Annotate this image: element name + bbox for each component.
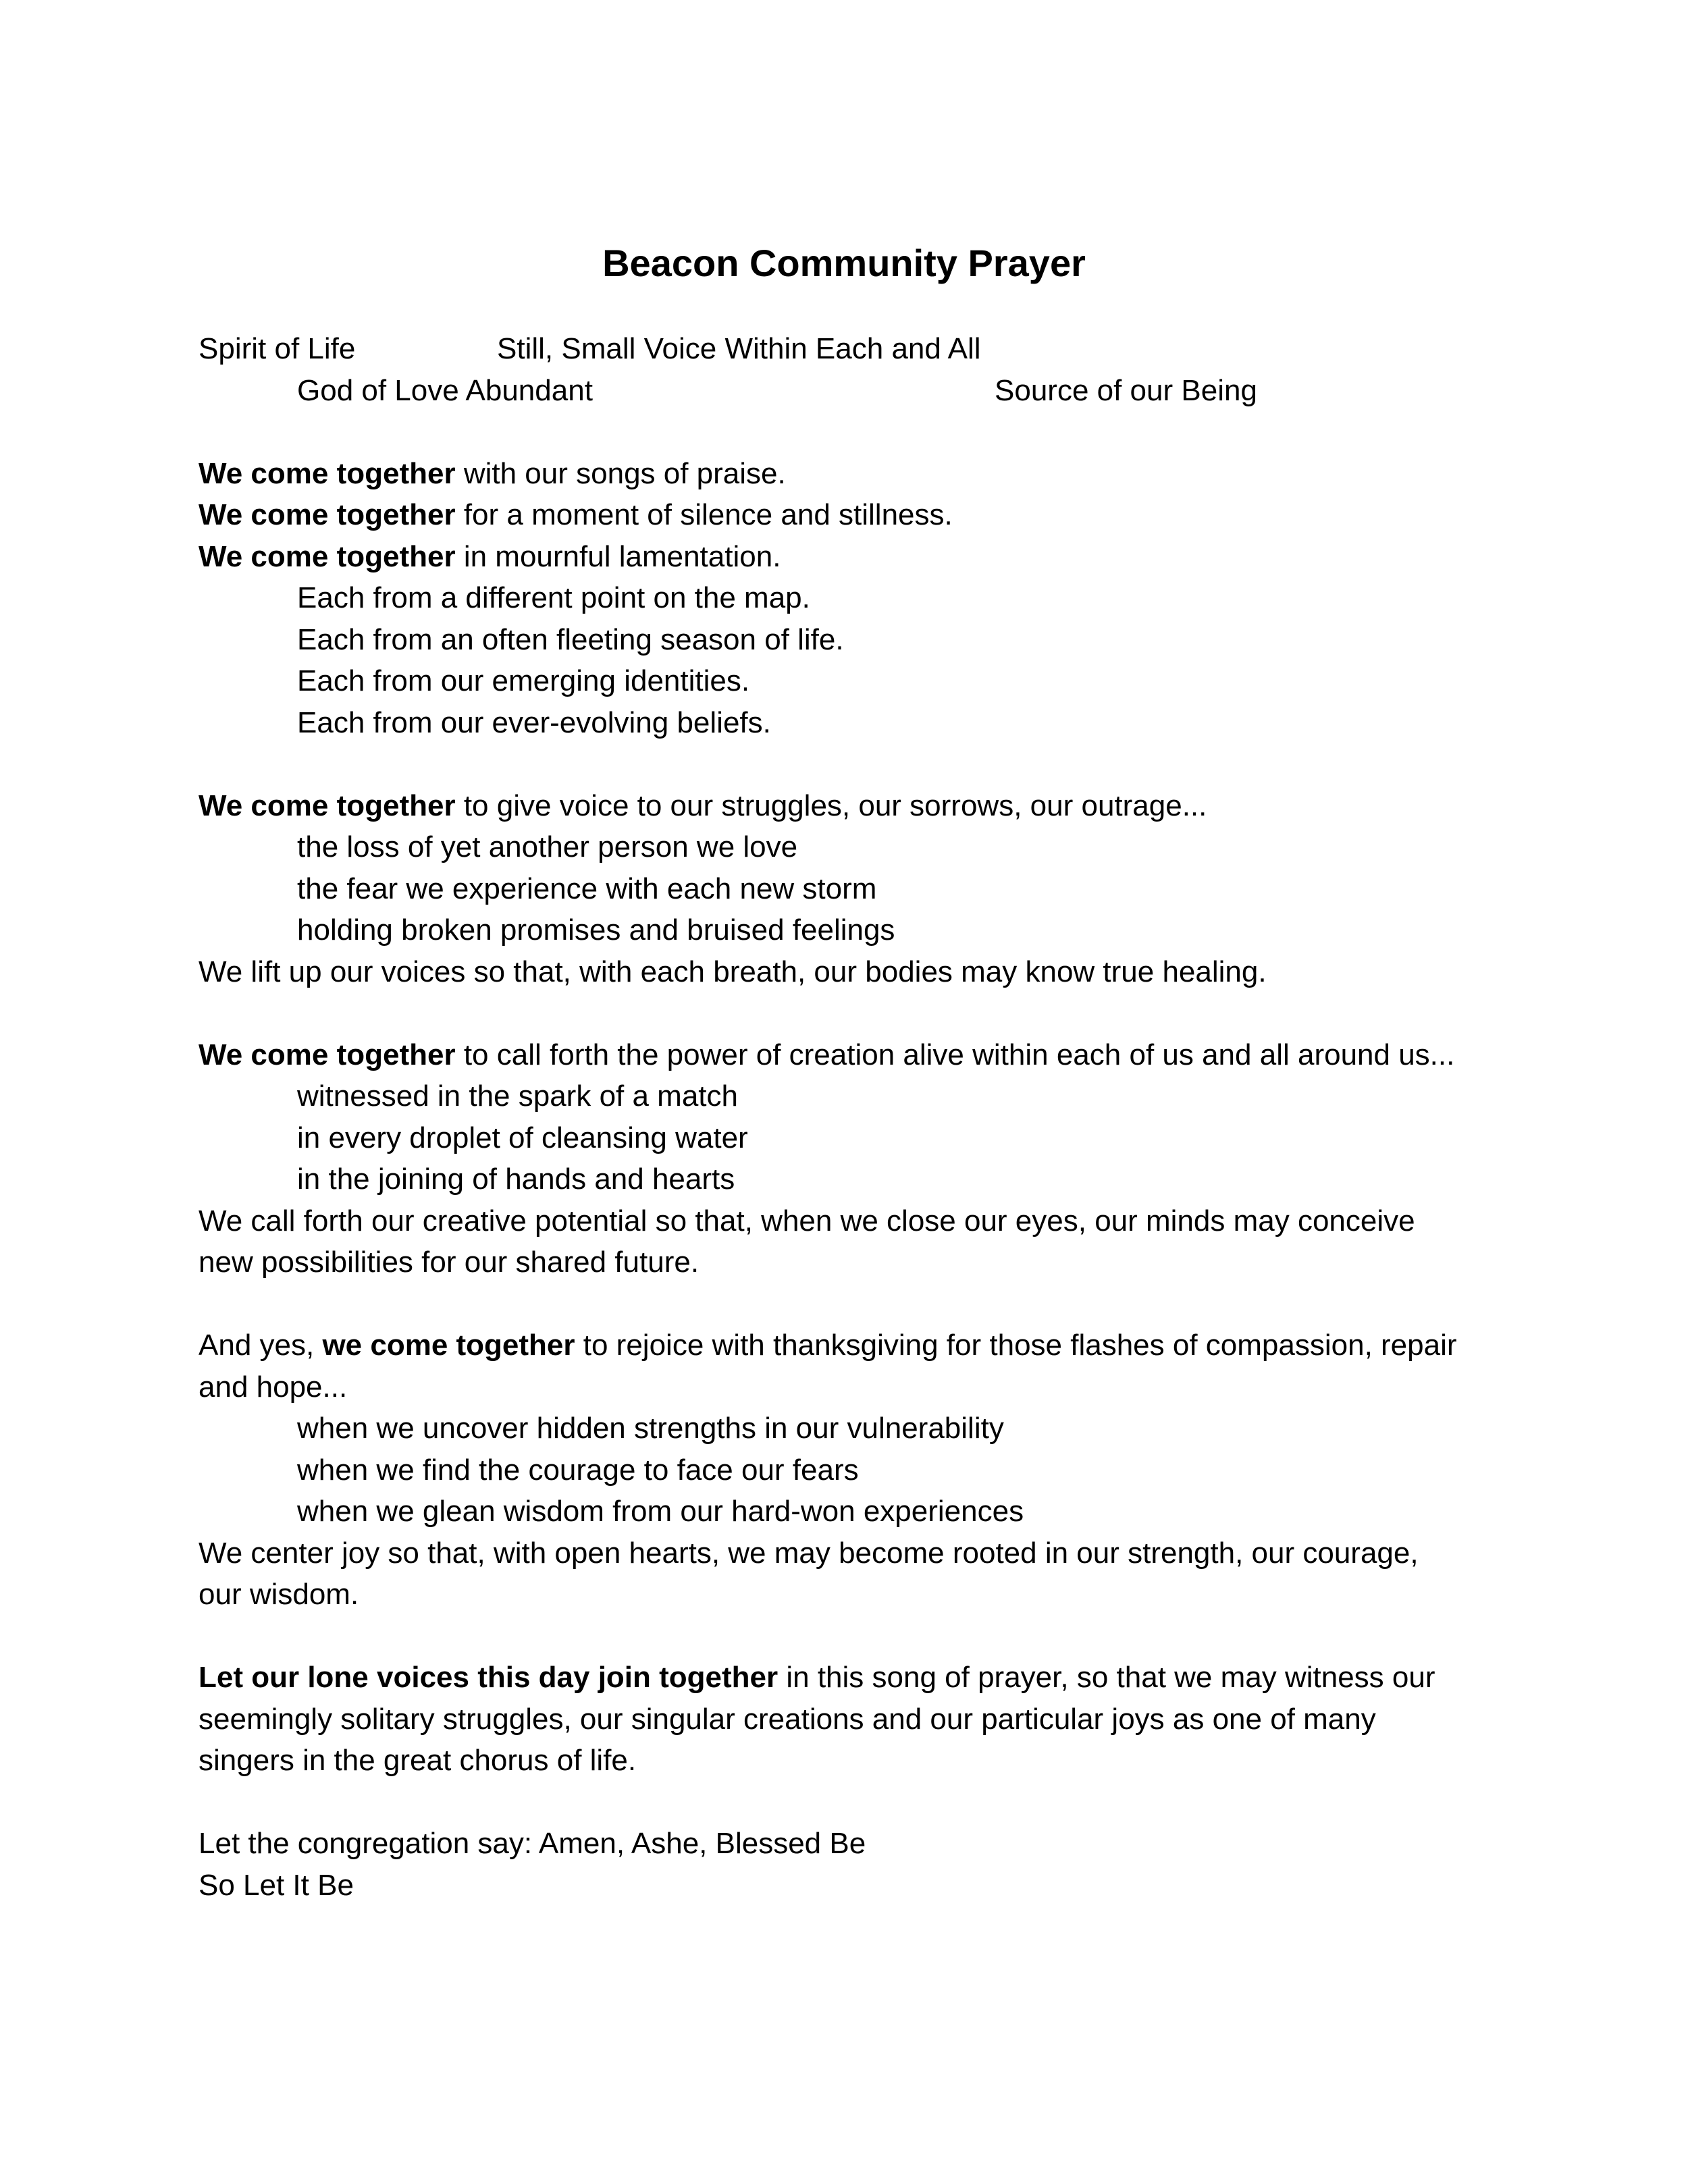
document-title: Beacon Community Prayer [602, 242, 1086, 284]
ending-line: Let the congregation say: Amen, Ashe, Blessed Be [199, 1827, 866, 1860]
ending-line: So Let It Be [199, 1868, 354, 1902]
section3-closing: We call forth our creative potential so that, when we close our eyes, our minds may conceive [199, 1204, 1415, 1237]
section1-bold: We come together [199, 456, 456, 490]
section2-indented-line: the loss of yet another person we love [297, 830, 798, 863]
section1-bold: We come together [199, 498, 456, 531]
invocation-row-2 [199, 370, 1522, 412]
section4-closing: our wisdom. [199, 1578, 359, 1611]
section3-bold: We come together [199, 1038, 456, 1071]
invocation-god-of-love: God of Love Abundant [297, 373, 593, 407]
section4-prefix: And yes, [199, 1329, 323, 1362]
section4-indented-line: when we glean wisdom from our hard-won experiences [297, 1495, 1024, 1528]
section3-indented-line: in the joining of hands and hearts [297, 1163, 735, 1196]
section1-line [199, 453, 1522, 495]
section2-lead [199, 785, 1522, 827]
section1-indented-line: Each from a different point on the map. [297, 581, 810, 614]
section1-line [199, 536, 1522, 578]
section5-continued: seemingly solitary struggles, our singular creations and our particular joys as one of many [199, 1702, 1376, 1736]
section1-indented-line: Each from an often fleeting season of life. [297, 622, 844, 656]
section4-text: to rejoice with thanksgiving for those flashes of compassion, repair [575, 1329, 1457, 1362]
invocation-source-of-being: Source of our Being [995, 373, 1257, 407]
section5-text: in this song of prayer, so that we may witness our [778, 1661, 1435, 1694]
section1-text: for a moment of silence and stillness. [455, 498, 953, 531]
invocation-spirit-of-life: Spirit of Life [199, 332, 356, 365]
section3-closing: new possibilities for our shared future. [199, 1246, 700, 1279]
section3-lead [199, 1034, 1522, 1076]
section1-line [199, 494, 1522, 536]
section1-text: with our songs of praise. [455, 456, 786, 490]
section5-bold: Let our lone voices this day join together [199, 1661, 779, 1694]
invocation-still-small-voice: Still, Small Voice Within Each and All [497, 332, 981, 365]
section2-indented-line: the fear we experience with each new storm [297, 872, 877, 905]
section1-bold: We come together [199, 539, 456, 573]
section3-indented-line: in every droplet of cleansing water [297, 1121, 748, 1154]
section3-indented-line: witnessed in the spark of a match [297, 1080, 738, 1113]
section3-text: to call forth the power of creation alive within each of us and all around us... [455, 1038, 1455, 1071]
section1-indented-line: Each from our ever-evolving beliefs. [297, 705, 771, 739]
section4-indented-line: when we uncover hidden strengths in our vulnerability [297, 1412, 1004, 1445]
section2-indented-line: holding broken promises and bruised feelings [297, 913, 895, 947]
section1-text: in mournful lamentation. [455, 539, 781, 573]
section2-bold: We come together [199, 789, 456, 822]
section4-bold: we come together [322, 1329, 575, 1362]
section2-closing: We lift up our voices so that, with each breath, our bodies may know true healing. [199, 955, 1267, 988]
section4-indented-line: when we find the courage to face our fears [297, 1453, 859, 1487]
section1-indented-line: Each from our emerging identities. [297, 664, 750, 697]
section4-closing: We center joy so that, with open hearts, we may become rooted in our strength, our courage, [199, 1536, 1419, 1570]
section5-lead [199, 1657, 1522, 1699]
invocation-row-1 [199, 328, 1522, 370]
prayer-body [199, 328, 1522, 1906]
section4-lead [199, 1325, 1522, 1366]
section4-lead-continued: and hope... [199, 1370, 348, 1404]
section2-text: to give voice to our struggles, our sorrows, our outrage... [455, 789, 1207, 822]
section5-continued: singers in the great chorus of life. [199, 1744, 637, 1777]
